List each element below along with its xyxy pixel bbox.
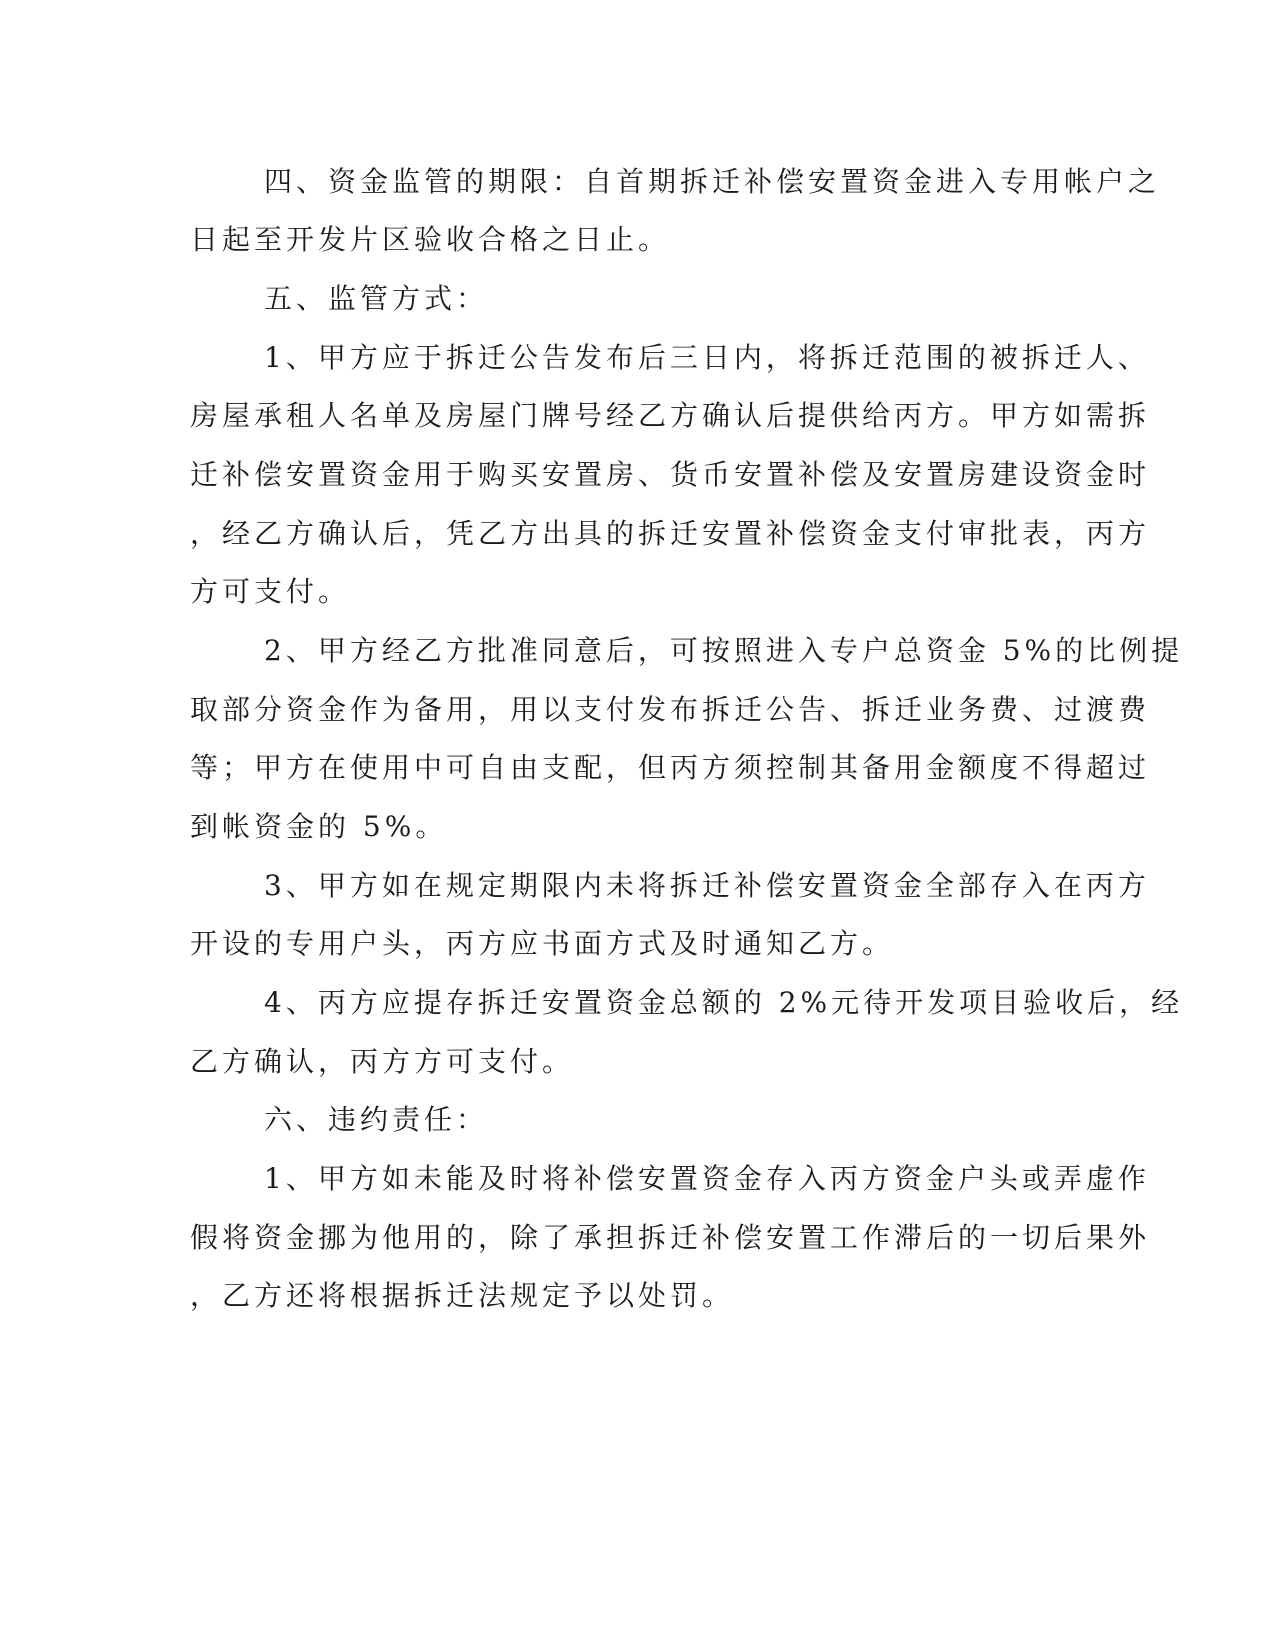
text-line: 迁补偿安置资金用于购买安置房、货币安置补偿及安置房建设资金时 [190, 458, 1151, 491]
text-line: ，经乙方确认后，凭乙方出具的拆迁安置补偿资金支付审批表，丙方 [190, 517, 1151, 550]
text-line: 4、丙方应提存拆迁安置资金总额的 2%元待开发项目验收后，经 [264, 986, 1184, 1019]
text-line: 日起至开发片区验收合格之日止。 [190, 223, 671, 256]
text-line: 1、甲方应于拆迁公告发布后三日内，将拆迁范围的被拆迁人、 [264, 341, 1150, 374]
text-line: 取部分资金作为备用，用以支付发布拆迁公告、拆迁业务费、过渡费 [190, 693, 1151, 726]
text-line: 2、甲方经乙方批准同意后，可按照进入专户总资金 5%的比例提 [264, 634, 1184, 667]
text-line: ，乙方还将根据拆迁法规定予以处罚。 [190, 1279, 735, 1312]
text-line: 到帐资金的 5%。 [190, 810, 448, 843]
section-heading: 五、监管方式： [264, 282, 489, 315]
text-line: 假将资金挪为他用的，除了承担拆迁补偿安置工作滞后的一切后果外 [190, 1221, 1151, 1254]
text-line: 房屋承租人名单及房屋门牌号经乙方确认后提供给丙方。甲方如需拆 [190, 399, 1151, 432]
section-heading: 六、违约责任： [264, 1103, 489, 1136]
text-line: 四、资金监管的期限：自首期拆迁补偿安置资金进入专用帐户之 [264, 165, 1161, 198]
text-line: 3、甲方如在规定期限内未将拆迁补偿安置资金全部存入在丙方 [264, 869, 1150, 902]
text-line: 乙方确认，丙方方可支付。 [190, 1045, 575, 1078]
text-line: 等；甲方在使用中可自由支配，但丙方须控制其备用金额度不得超过 [190, 751, 1151, 784]
text-line: 开设的专用户头，丙方应书面方式及时通知乙方。 [190, 927, 895, 960]
text-line: 方可支付。 [190, 575, 351, 608]
text-line: 1、甲方如未能及时将补偿安置资金存入丙方资金户头或弄虚作 [264, 1162, 1150, 1195]
